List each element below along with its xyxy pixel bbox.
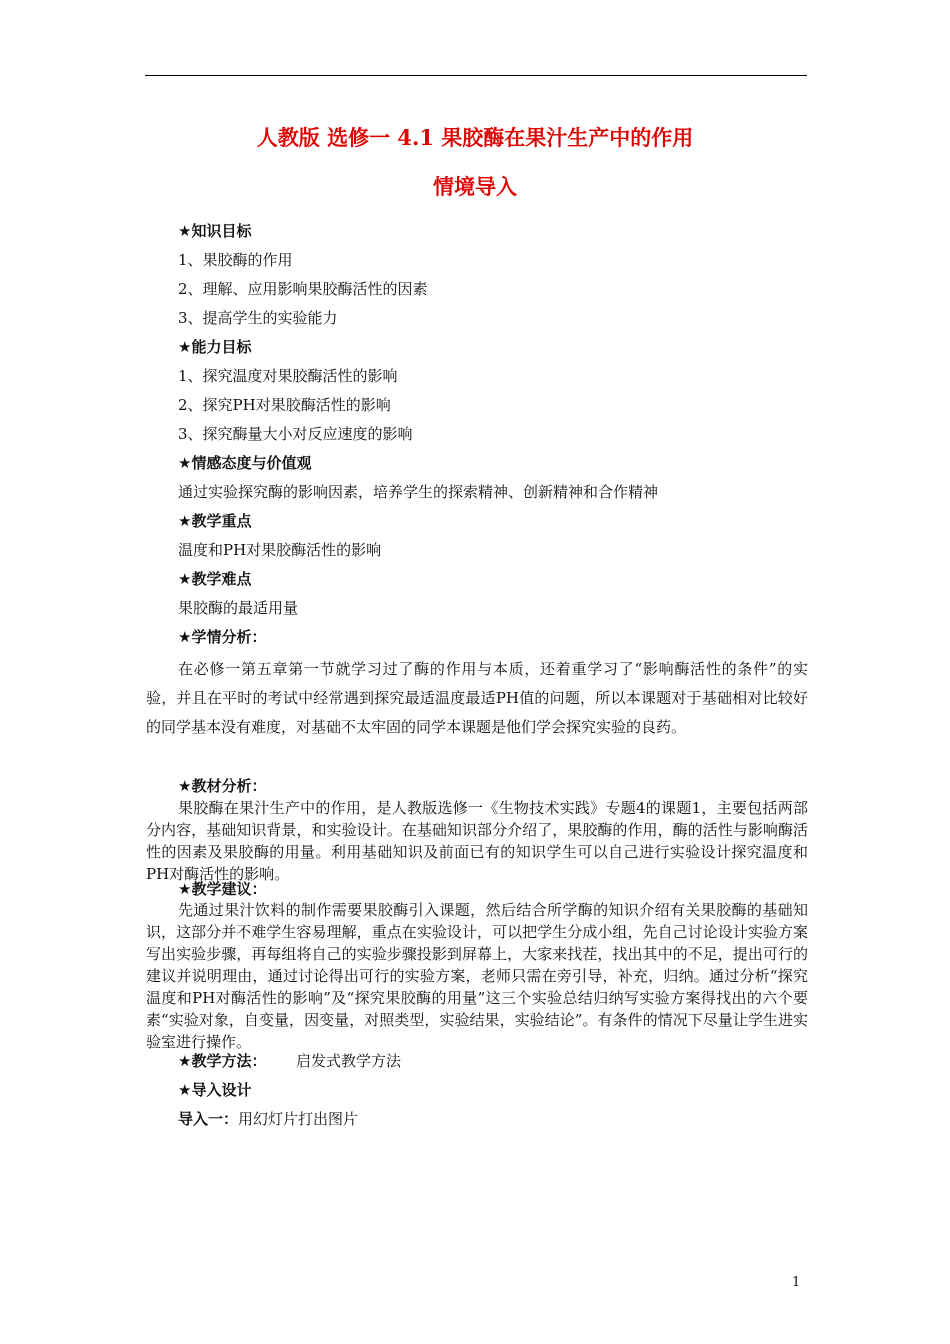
knowledge-item: 3、提高学生的实验能力 xyxy=(178,309,338,327)
knowledge-item: 2、理解、应用影响果胶酶活性的因素 xyxy=(178,280,428,298)
emotion-text: 通过实验探究酶的影响因素，培养学生的探索精神、创新精神和合作精神 xyxy=(178,483,659,501)
ability-item: 3、探究酶量大小对反应速度的影响 xyxy=(178,425,413,443)
material-paragraph: 果胶酶在果汁生产中的作用，是人教版选修一《生物技术实践》专题4的课题1，主要包括两部分内容，基础知识背景，和实验设计。在基础知识部分介绍了，果胶酶的作用，酶的活性与影响酶活性的因素及果胶酶的用量。利用基础知识及前面已有的知识学生可以自己进行实验设计探究温度和PH对酶活性的影响。 xyxy=(146,799,808,883)
method-text: 启发式教学方法 xyxy=(296,1052,402,1070)
method-heading: ★教学方法： xyxy=(178,1052,267,1070)
students-heading: ★学情分析： xyxy=(178,628,267,646)
intro1-text: 用幻灯片打出图片 xyxy=(238,1110,359,1128)
ability-item: 1、探究温度对果胶酶活性的影响 xyxy=(178,367,398,385)
intro1-label: 导入一： xyxy=(178,1110,239,1128)
page-subtitle: 情境导入 xyxy=(433,174,517,199)
suggest-heading: ★教学建议： xyxy=(178,880,267,898)
focus-heading: ★教学重点 xyxy=(178,512,252,530)
header-rule xyxy=(145,75,807,76)
focus-text: 温度和PH对果胶酶活性的影响 xyxy=(178,541,382,559)
page-title: 人教版 选修一 4.1 果胶酶在果汁生产中的作用 xyxy=(256,125,694,150)
students-paragraph: 在必修一第五章第一节就学习过了酶的作用与本质，还着重学习了“影响酶活性的条件”的实验，并且在平时的考试中经常遇到探究最适温度最适PH值的问题，所以本课题对于基础相对比较好的同学基本没有难度，对基础不太牢固的同学本课题是他们学会探究实验的良药。 xyxy=(146,660,808,736)
intro-heading: ★导入设计 xyxy=(178,1081,252,1099)
emotion-heading: ★情感态度与价值观 xyxy=(178,454,312,472)
knowledge-heading: ★知识目标 xyxy=(178,222,252,240)
intro1-line xyxy=(178,1109,358,1129)
difficulty-text: 果胶酶的最适用量 xyxy=(178,599,299,617)
material-heading: ★教材分析： xyxy=(178,777,267,795)
suggest-paragraph: 先通过果汁饮料的制作需要果胶酶引入课题，然后结合所学酶的知识介绍有关果胶酶的基础知识，这部分并不难学生容易理解，重点在实验设计，可以把学生分成小组，先自己讨论设计实验方案写出实验步骤，再每组将自己的实验步骤投影到屏幕上，大家来找茬，找出其中的不足，提出可行的建议并说明理由，通过讨论得出可行的实验方案，老师只需在旁引导，补充，归纳。通过分析“探究温度和PH对酶活性的影响”及“探究果胶酶的用量”这三个实验总结归纳写实验方案得找出的六个要素“实验对象，自变量，因变量，对照类型，实验结果，实验结论”。有条件的情况下尽量让学生进实验室进行操作。 xyxy=(146,901,808,1051)
page-number: 1 xyxy=(792,1275,801,1290)
difficulty-heading: ★教学难点 xyxy=(178,570,252,588)
ability-heading: ★能力目标 xyxy=(178,338,252,356)
ability-item: 2、探究PH对果胶酶活性的影响 xyxy=(178,396,391,414)
knowledge-item: 1、果胶酶的作用 xyxy=(178,251,293,269)
